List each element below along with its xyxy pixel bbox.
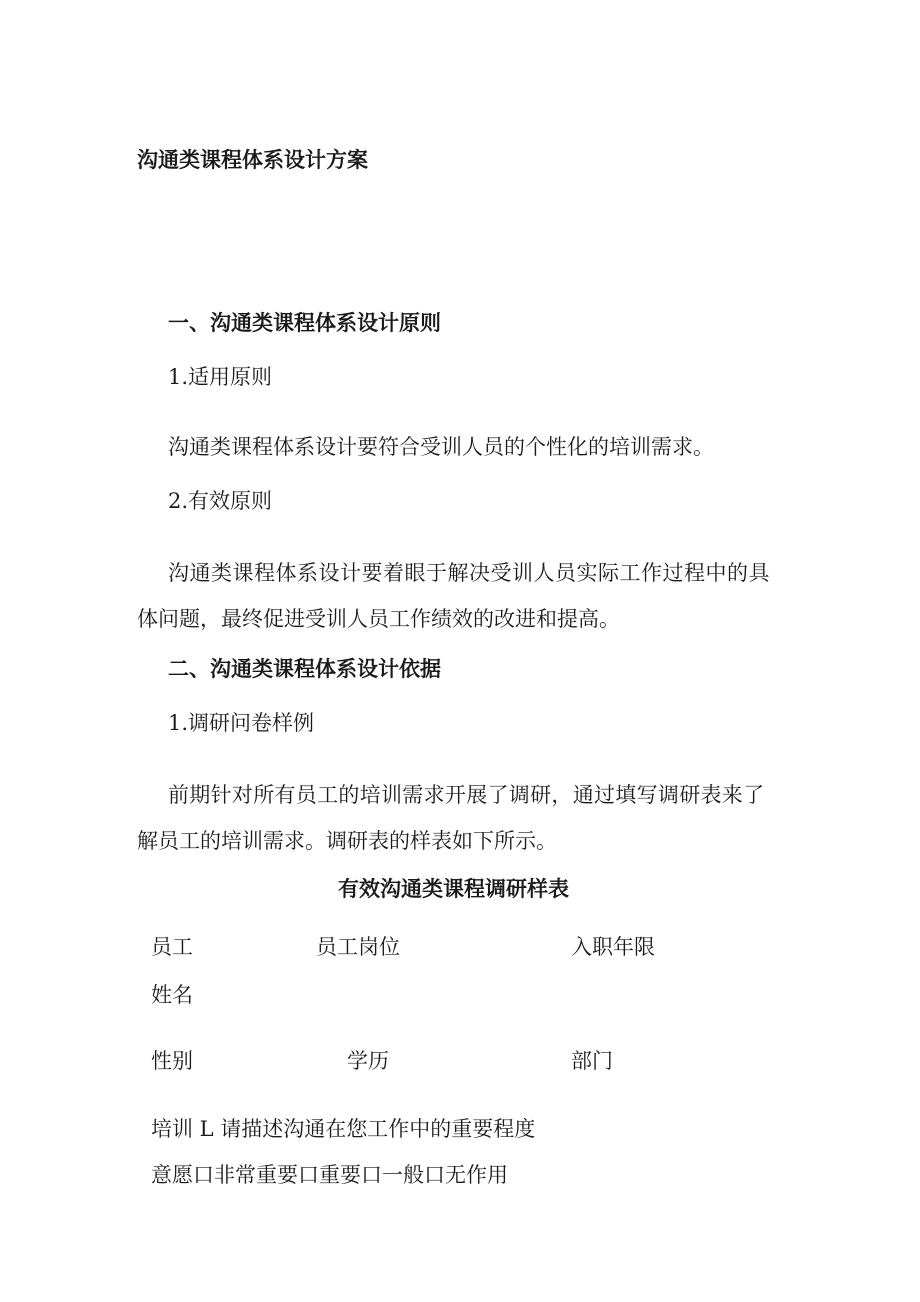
form-label-position: 员工岗位: [316, 935, 400, 959]
form-label-years-of-service: 入职年限: [571, 935, 655, 959]
form-label-education: 学历: [347, 1049, 389, 1073]
section-heading-principles: 一、沟通类课程体系设计原则: [168, 311, 441, 335]
subheading-effective-principle: 2.有效原则: [168, 489, 273, 513]
form-training-question-line2: 意愿口非常重要口重要口一般口无作用: [151, 1163, 508, 1187]
section-heading-basis: 二、沟通类课程体系设计依据: [168, 657, 441, 681]
paragraph-survey-line1: 前期针对所有员工的培训需求开展了调研，通过填写调研表来了: [168, 783, 765, 807]
paragraph-survey-line2: 解员工的培训需求。调研表的样表如下所示。: [137, 829, 557, 853]
form-label-employee-name-line1: 员工: [151, 935, 193, 959]
paragraph-effective-principle-line2: 体问题，最终促进受训人员工作绩效的改进和提高。: [137, 607, 620, 631]
survey-form-title: 有效沟通类课程调研样表: [338, 877, 569, 901]
document-title: 沟通类课程体系设计方案: [137, 148, 368, 172]
form-label-employee-name-line2: 姓名: [151, 983, 193, 1007]
form-training-question-line1: 培训 L 请描述沟通在您工作中的重要程度: [151, 1117, 536, 1141]
subheading-applicable-principle: 1.适用原则: [168, 365, 273, 389]
paragraph-effective-principle-line1: 沟通类课程体系设计要着眼于解决受训人员实际工作过程中的具: [168, 561, 770, 585]
form-label-department: 部门: [571, 1049, 613, 1073]
subheading-survey-sample: 1.调研问卷样例: [168, 711, 315, 735]
form-label-gender: 性别: [151, 1049, 193, 1073]
paragraph-applicable-principle: 沟通类课程体系设计要符合受训人员的个性化的培训需求。: [168, 435, 714, 459]
